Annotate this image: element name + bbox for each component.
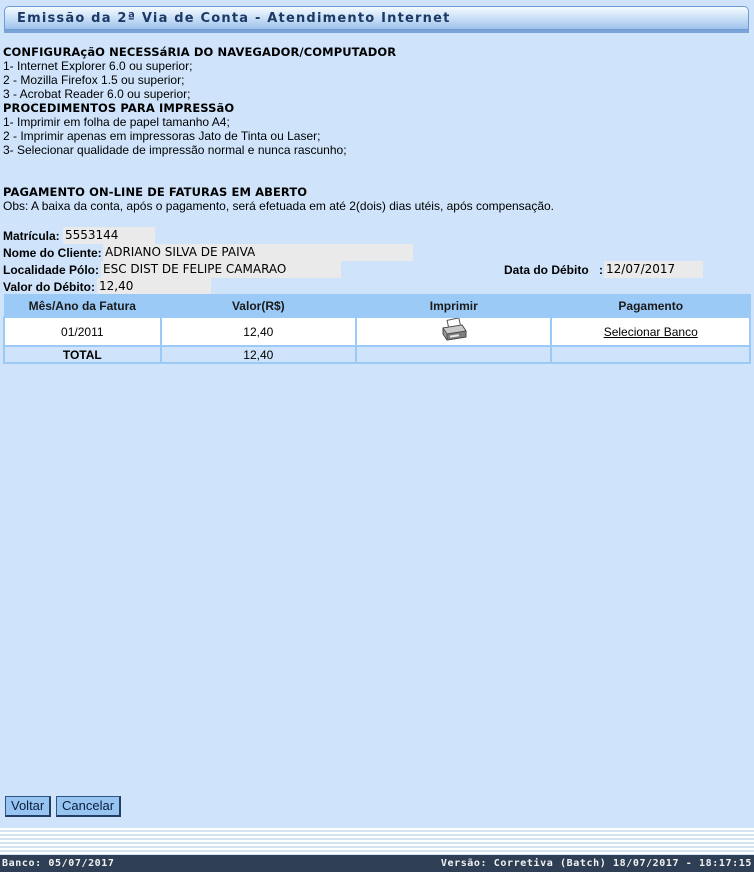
config-section bbox=[3, 45, 396, 157]
data-debito-separator: : bbox=[599, 263, 603, 277]
print-procedure-item: 3- Selecionar qualidade de impressão normal e nunca rascunho; bbox=[3, 143, 347, 157]
localidade-field bbox=[3, 262, 287, 278]
column-header-mes-ano: Mês/Ano da Fatura bbox=[4, 295, 161, 318]
config-item: 1- Internet Explorer 6.0 ou superior; bbox=[3, 59, 193, 73]
valor-debito-label: Valor do Débito: bbox=[3, 280, 96, 294]
cancelar-button[interactable]: Cancelar bbox=[56, 796, 121, 817]
cliente-label: Nome do Cliente: bbox=[3, 246, 102, 260]
config-item: 2 - Mozilla Firefox 1.5 ou superior; bbox=[3, 73, 185, 87]
matricula-label: Matrícula: bbox=[3, 229, 60, 243]
title-divider bbox=[4, 30, 749, 33]
voltar-button[interactable]: Voltar bbox=[5, 796, 51, 817]
footer-stripes bbox=[0, 828, 754, 854]
table-header-row bbox=[4, 295, 750, 318]
matricula-field bbox=[3, 228, 119, 244]
localidade-label: Localidade Pólo: bbox=[3, 263, 100, 277]
column-header-pagamento: Pagamento bbox=[551, 295, 750, 318]
cell-imprimir bbox=[356, 317, 551, 346]
printer-icon[interactable] bbox=[440, 318, 468, 345]
cell-pagamento bbox=[551, 317, 750, 346]
print-procedure-item: 1- Imprimir em folha de papel tamanho A4; bbox=[3, 115, 230, 129]
cliente-field bbox=[3, 245, 256, 261]
payment-section bbox=[3, 185, 554, 213]
data-debito-label: Data do Débito bbox=[504, 263, 589, 277]
total-label: TOTAL bbox=[4, 346, 161, 363]
column-header-imprimir: Imprimir bbox=[356, 295, 551, 318]
table-total-row bbox=[4, 346, 750, 363]
total-empty-cell bbox=[356, 346, 551, 363]
print-procedure-item: 2 - Imprimir apenas em impressoras Jato de Tinta ou Laser; bbox=[3, 129, 321, 143]
matricula-value: 5553144 bbox=[63, 227, 155, 244]
data-debito-value: 12/07/2017 bbox=[604, 261, 703, 278]
status-footer bbox=[0, 855, 754, 872]
select-bank-link[interactable]: Selecionar Banco bbox=[603, 324, 698, 339]
table-row bbox=[4, 317, 750, 346]
invoice-table bbox=[3, 294, 751, 364]
data-debito-field bbox=[504, 262, 676, 278]
cell-valor: 12,40 bbox=[161, 317, 356, 346]
total-empty-cell bbox=[551, 346, 750, 363]
payment-heading: PAGAMENTO ON-LINE DE FATURAS EM ABERTO bbox=[3, 185, 308, 199]
payment-note: Obs: A baixa da conta, após o pagamento, será efetuada em até 2(dois) dias utéis, após compensação. bbox=[3, 199, 555, 213]
config-item: 3 - Acrobat Reader 6.0 ou superior; bbox=[3, 87, 191, 101]
valor-debito-field bbox=[3, 279, 134, 295]
localidade-value: ESC DIST DE FELIPE CAMARAO bbox=[101, 261, 341, 278]
config-heading: CONFIGURAçãO NECESSáRIA DO NAVEGADOR/COMPUTADOR bbox=[3, 45, 397, 59]
footer-version: Versão: Corretiva (Batch) 18/07/2017 - 18:17:15 bbox=[440, 858, 752, 869]
cliente-value: ADRIANO SILVA DE PAIVA bbox=[103, 244, 413, 261]
window-title-bar bbox=[4, 6, 749, 30]
cell-mes-ano: 01/2011 bbox=[4, 317, 161, 346]
total-valor: 12,40 bbox=[161, 346, 356, 363]
footer-bank-date: Banco: 05/07/2017 bbox=[2, 858, 115, 869]
valor-debito-value: 12,40 bbox=[97, 278, 211, 295]
column-header-valor: Valor(R$) bbox=[161, 295, 356, 318]
window-title: Emissão da 2ª Via de Conta - Atendimento Internet bbox=[17, 11, 451, 26]
print-procedures-heading: PROCEDIMENTOS PARA IMPRESSãO bbox=[3, 101, 235, 115]
